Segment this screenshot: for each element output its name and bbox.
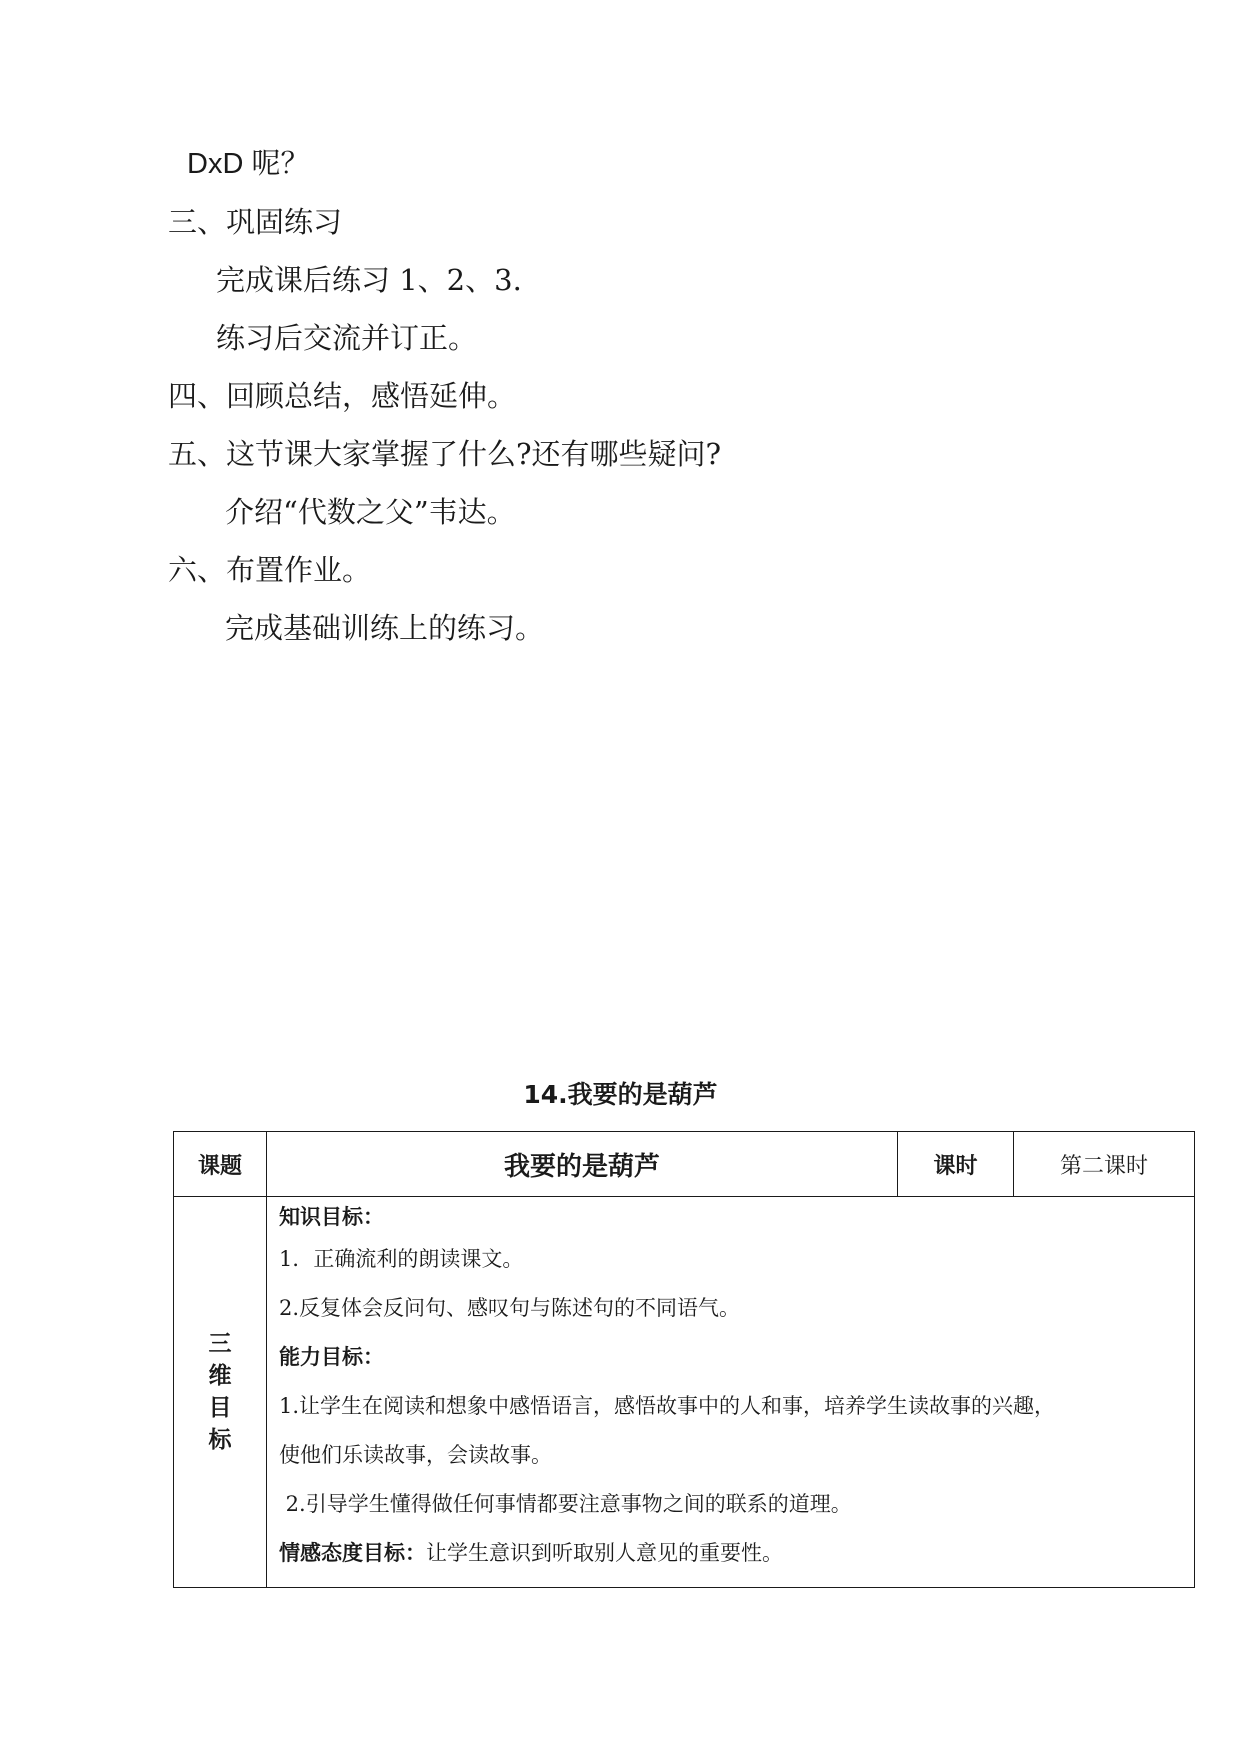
goals-label-char: 维	[208, 1363, 232, 1389]
table-header-row	[174, 1132, 1195, 1197]
emotion-goals-heading: 情感态度目标：	[279, 1541, 426, 1565]
period-value: 第二课时	[1014, 1132, 1195, 1197]
section-heading-6: 六、布置作业。	[168, 553, 372, 587]
body-line-4: 练习后交流并订正。	[216, 321, 478, 355]
body-line-7: 介绍“代数之父”韦达。	[225, 495, 516, 529]
goals-row	[174, 1197, 1195, 1588]
ability-goal-item: 1.让学生在阅读和想象中感悟语言，感悟故事中的人和事，培养学生读故事的兴趣，	[279, 1394, 1056, 1418]
section-heading-3: 三、巩固练习	[168, 205, 343, 239]
goals-label	[174, 1197, 267, 1588]
topic-value: 我要的是葫芦	[267, 1132, 898, 1197]
lesson-plan-table	[173, 1131, 1195, 1588]
period-label: 课时	[898, 1132, 1014, 1197]
goals-label-char: 标	[208, 1427, 232, 1453]
knowledge-goals-heading: 知识目标：	[279, 1205, 384, 1229]
body-line-3: 完成课后练习 1、2、3.	[216, 263, 522, 297]
section-heading-4: 四、回顾总结，感悟延伸。	[168, 379, 517, 413]
body-line-9: 完成基础训练上的练习。	[225, 611, 545, 645]
goals-content	[267, 1197, 1195, 1588]
emotion-goal	[279, 1529, 1186, 1578]
goals-label-char: 目	[208, 1395, 232, 1421]
knowledge-goal-item: 2.反复体会反问句、感叹句与陈述句的不同语气。	[279, 1296, 741, 1320]
section-heading-5: 五、这节课大家掌握了什么?还有哪些疑问?	[168, 437, 722, 471]
ability-goals-heading: 能力目标：	[279, 1345, 384, 1369]
topic-label: 课题	[174, 1132, 267, 1197]
knowledge-goal-item: 1．正确流利的朗读课文。	[279, 1247, 524, 1271]
goals-label-char: 三	[208, 1331, 232, 1357]
ability-goal-item: 使他们乐读故事，会读故事。	[279, 1443, 552, 1467]
emotion-goal-text: 让学生意识到听取别人意见的重要性。	[426, 1541, 783, 1565]
lesson-heading: 14.我要的是葫芦	[523, 1080, 718, 1109]
ability-goal-item: 2.引导学生懂得做任何事情都要注意事物之间的联系的道理。	[279, 1492, 852, 1516]
body-line-1: DxD 呢？	[187, 148, 310, 180]
